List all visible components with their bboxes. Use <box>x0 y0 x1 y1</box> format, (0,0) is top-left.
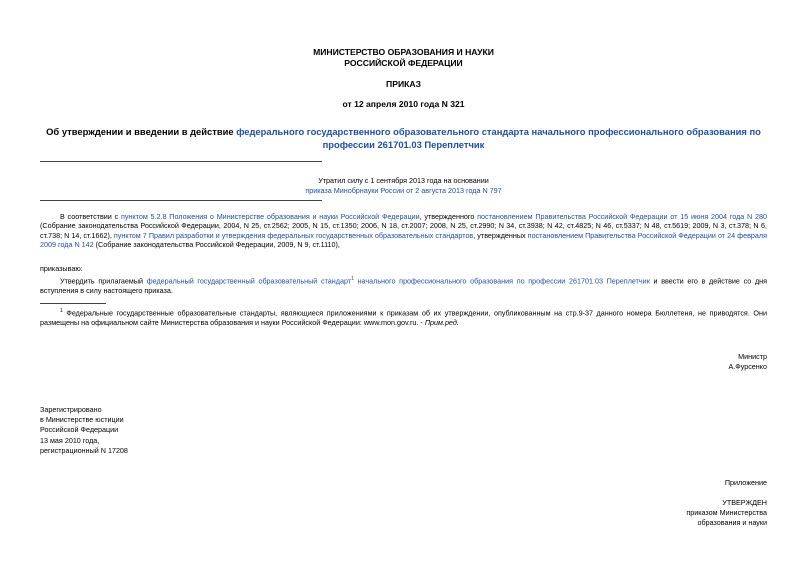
registration-line-1: Зарегистрировано <box>40 405 102 414</box>
appendix-by-line-1: приказом Министерства <box>686 508 767 517</box>
document-date: от 12 апреля 2010 года N 321 <box>342 99 465 109</box>
preamble-text-5: (Собрание законодательства Российской Федерации, 2009, N 9, ст.1110), <box>93 240 340 250</box>
registration-line-2: в Министерстве юстиции <box>40 415 124 425</box>
footnote-text: Федеральные государственные образовательные стандарты, являющиеся приложениями к приказам об их утверждении, опубликованным на стр.9-37 данного номера Бюллетеня, не приводятся. Они размещены на официальном сайте Министерства образования и науки Российской Федерации: www.mon.gov.ru. - <box>40 308 767 327</box>
rules-point-7-link[interactable]: пунктом 7 Правил разработки и утверждения федеральных государственных образовательных стандартов <box>113 230 474 240</box>
preamble-paragraph <box>40 212 767 249</box>
preamble-text-3: (Собрание законодательства Российской Федерации, 2004, N 25, ст.2562; 2005, N 15, ст.1350; 2006, N 18, ст.2007; 2008, N 25, ст.2990; N 34, ст.3938; N 42, ст.4825; N 46, ст.5337; N 48, ст.5619; 2009, N 3, ст.378; N 6, ст.738; N 14, ст.1662), <box>40 221 767 240</box>
preamble-text-2: , утвержденного <box>419 212 478 221</box>
resolution-280-link[interactable]: постановлением Правительства Российской Федерации от 15 июня 2004 года N 280 <box>477 212 767 221</box>
title-prefix: Об утверждении и введении в действие <box>46 126 237 137</box>
resolution-142-link[interactable]: постановлением Правительства Российской Федерации от 24 февраля 2009 года N 142 <box>40 230 767 250</box>
ministry-name-line1: МИНИСТЕРСТВО ОБРАЗОВАНИЯ И НАУКИ <box>313 47 494 57</box>
signature-name: А.Фурсенко <box>728 362 767 371</box>
footnote-paragraph <box>40 308 767 327</box>
appendix-label: Приложение <box>724 478 767 487</box>
order-word: приказываю: <box>40 264 83 273</box>
ministry-name-line2: РОССИЙСКОЙ ФЕДЕРАЦИИ <box>344 58 463 68</box>
registration-line-5: регистрационный N 17208 <box>40 445 128 455</box>
preamble-text-4: , утвержденных <box>473 230 528 240</box>
editor-note: Прим.ред. <box>424 317 459 327</box>
footnote-rule <box>40 303 106 304</box>
registration-line-4: 13 мая 2010 года, <box>40 435 100 445</box>
signature-role: Министр <box>738 352 767 361</box>
footnote-reference[interactable]: 1 <box>351 276 354 282</box>
status-text: Утратил силу с 1 сентября 2013 года на основании <box>318 176 489 185</box>
standard-link-continued[interactable]: начального профессионального образования по профессии 261701.03 Переплетчик <box>353 276 650 286</box>
document-title <box>40 126 767 151</box>
registration-block <box>40 405 128 456</box>
appendix-by-line-2: образования и науки <box>697 518 767 527</box>
status-rule-bottom <box>40 200 322 201</box>
title-standard-link[interactable]: федерального государственного образовательного стандарта начального профессионального образования по профессии 261701.03 Переплетчик <box>236 126 761 150</box>
registration-line-3: Российской Федерации <box>40 425 119 435</box>
preamble-text-1: В соответствии с <box>60 212 121 221</box>
document-type: ПРИКАЗ <box>386 79 421 89</box>
footnote-mark: 1 <box>60 308 63 314</box>
status-repeal-link[interactable]: приказа Минобрнауки России от 2 августа 2013 года N 797 <box>305 186 502 195</box>
approve-paragraph <box>40 276 767 295</box>
appendix-approved: УТВЕРЖДЕН <box>722 498 767 507</box>
approve-text-2: и ввести его в действие со дня вступления в силу настоящего приказа. <box>40 276 768 295</box>
standard-link[interactable]: федеральный государственный образовательный стандарт <box>146 276 352 286</box>
regulation-link[interactable]: пунктом 5.2.8 Положения о Министерстве образования и науки Российской Федерации <box>120 212 420 221</box>
approve-text-1: Утвердить прилагаемый <box>60 276 147 286</box>
status-rule-top <box>40 161 322 162</box>
